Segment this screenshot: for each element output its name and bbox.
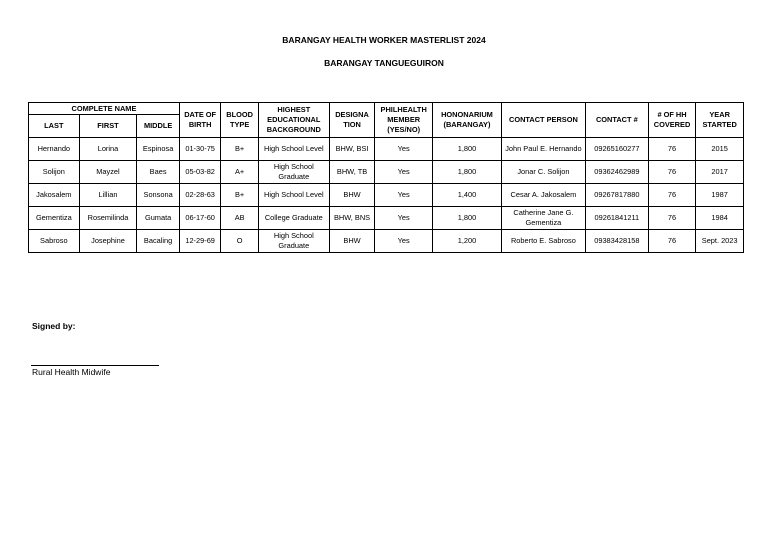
cell-last: Sabroso (29, 230, 80, 253)
page-title: BARANGAY HEALTH WORKER MASTERLIST 2024 (282, 35, 486, 45)
header-blood-type: BLOOD TYPE (221, 103, 258, 138)
cell-education: College Graduate (258, 207, 329, 230)
cell-honorarium: 1,200 (433, 230, 502, 253)
cell-education: High School Graduate (258, 230, 329, 253)
cell-last: Solijon (29, 161, 80, 184)
cell-contact-number: 09265160277 (585, 138, 648, 161)
cell-designation: BHW, BNS (329, 207, 375, 230)
header-first: FIRST (79, 115, 137, 138)
cell-honorarium: 1,800 (433, 138, 502, 161)
cell-year: 2017 (696, 161, 744, 184)
cell-blood: O (221, 230, 258, 253)
cell-last: Gementiza (29, 207, 80, 230)
cell-contact-person: Jonar C. Solijon (501, 161, 585, 184)
cell-middle: Bacaling (137, 230, 180, 253)
table-row (29, 230, 744, 253)
header-philhealth: PHILHEALTH MEMBER (YES/NO) (375, 103, 433, 138)
cell-contact-number: 09383428158 (585, 230, 648, 253)
cell-hh: 76 (648, 161, 696, 184)
cell-blood: A+ (221, 161, 258, 184)
cell-hh: 76 (648, 184, 696, 207)
cell-dob: 12-29-69 (179, 230, 221, 253)
header-last: LAST (29, 115, 80, 138)
header-education: HIGHEST EDUCATIONAL BACKGROUND (258, 103, 329, 138)
table-row (29, 184, 744, 207)
cell-contact-number: 09261841211 (585, 207, 648, 230)
header-designation: DESIGNA TION (329, 103, 375, 138)
cell-first: Rosemilinda (79, 207, 137, 230)
cell-year: Sept. 2023 (696, 230, 744, 253)
cell-honorarium: 1,800 (433, 161, 502, 184)
cell-middle: Espinosa (137, 138, 180, 161)
header-contact-person: CONTACT PERSON (501, 103, 585, 138)
cell-first: Lillian (79, 184, 137, 207)
cell-contact-person: Cesar A. Jakosalem (501, 184, 585, 207)
cell-blood: AB (221, 207, 258, 230)
cell-education: High School Level (258, 138, 329, 161)
cell-philhealth: Yes (375, 230, 433, 253)
header-date-of-birth: DATE OF BIRTH (179, 103, 221, 138)
cell-contact-person: John Paul E. Hernando (501, 138, 585, 161)
header-year-started: YEAR STARTED (696, 103, 744, 138)
table-row (29, 207, 744, 230)
header-contact-number: CONTACT # (585, 103, 648, 138)
cell-education: High School Graduate (258, 161, 329, 184)
cell-year: 2015 (696, 138, 744, 161)
cell-middle: Sonsona (137, 184, 180, 207)
cell-contact-number: 09362462989 (585, 161, 648, 184)
cell-philhealth: Yes (375, 138, 433, 161)
cell-contact-person: Catherine Jane G. Gementiza (501, 207, 585, 230)
cell-designation: BHW (329, 184, 375, 207)
cell-blood: B+ (221, 138, 258, 161)
table-row (29, 161, 744, 184)
signed-by-label: Signed by: (32, 321, 76, 331)
cell-hh: 76 (648, 230, 696, 253)
cell-philhealth: Yes (375, 184, 433, 207)
cell-dob: 02-28-63 (179, 184, 221, 207)
cell-hh: 76 (648, 207, 696, 230)
header-middle: MIDDLE (137, 115, 180, 138)
cell-blood: B+ (221, 184, 258, 207)
cell-designation: BHW (329, 230, 375, 253)
masterlist-table (28, 102, 744, 253)
signature-line (31, 365, 159, 366)
cell-year: 1987 (696, 184, 744, 207)
cell-honorarium: 1,800 (433, 207, 502, 230)
page-subtitle: BARANGAY TANGUEGUIRON (324, 58, 444, 68)
signatory-title: Rural Health Midwife (32, 367, 111, 377)
cell-honorarium: 1,400 (433, 184, 502, 207)
header-complete-name: COMPLETE NAME (29, 103, 180, 115)
cell-last: Hernando (29, 138, 80, 161)
cell-last: Jakosalem (29, 184, 80, 207)
cell-middle: Baes (137, 161, 180, 184)
cell-middle: Gumata (137, 207, 180, 230)
cell-first: Lorina (79, 138, 137, 161)
cell-year: 1984 (696, 207, 744, 230)
cell-contact-number: 09267817880 (585, 184, 648, 207)
cell-first: Josephine (79, 230, 137, 253)
cell-education: High School Level (258, 184, 329, 207)
cell-dob: 05-03-82 (179, 161, 221, 184)
cell-hh: 76 (648, 138, 696, 161)
cell-dob: 01-30-75 (179, 138, 221, 161)
cell-contact-person: Roberto E. Sabroso (501, 230, 585, 253)
cell-philhealth: Yes (375, 161, 433, 184)
cell-dob: 06-17-60 (179, 207, 221, 230)
header-honorarium: HONONARIUM (BARANGAY) (433, 103, 502, 138)
cell-designation: BHW, BSI (329, 138, 375, 161)
cell-philhealth: Yes (375, 207, 433, 230)
header-hh-covered: # OF HH COVERED (648, 103, 696, 138)
cell-designation: BHW, TB (329, 161, 375, 184)
cell-first: Mayzel (79, 161, 137, 184)
table-row (29, 138, 744, 161)
